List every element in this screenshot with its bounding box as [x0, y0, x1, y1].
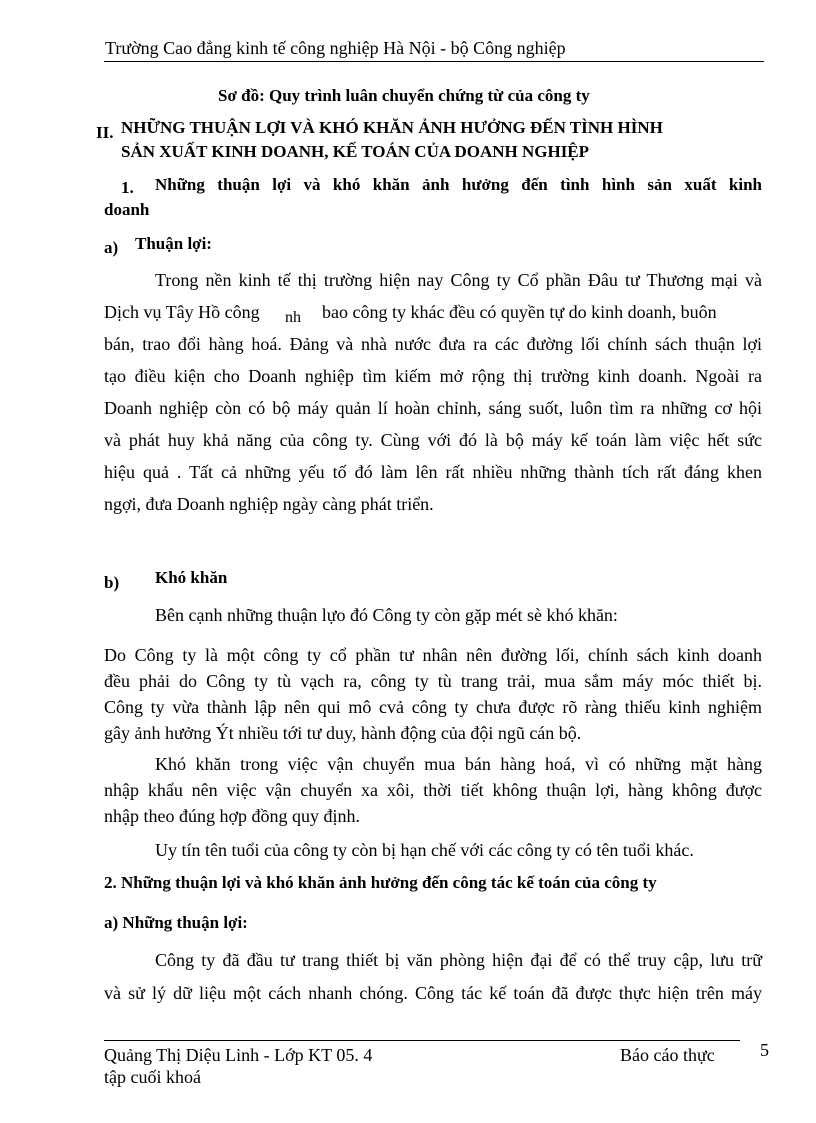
- item-a-title: Thuận lợi:: [135, 234, 212, 253]
- subsection-2-title: 2. Những thuận lợi và khó khăn ảnh hưởng đến công tác kế toán của công ty: [104, 873, 657, 892]
- b-p3: Uy tín tên tuổi của công ty còn bị hạn chế với các công ty có tên tuổi khác.: [155, 840, 694, 860]
- a-line-2-fragment: nh: [285, 309, 301, 326]
- b-p2-line-1: Khó khăn trong việc vận chuyển mua bán hàng hoá, vì có những mặt hàng: [155, 754, 762, 774]
- subsection-2-a-title: a) Những thuận lợi:: [104, 913, 248, 932]
- subsection-1-title-line2: doanh: [104, 200, 150, 219]
- a-line-1: Trong nền kinh tế thị trường hiện nay Công ty Cổ phần Đâu tư Thương mại và: [155, 270, 762, 290]
- a-line-7: hiệu quả . Tất cả những yếu tố đó làm lên rất nhiều những thành tích rất đáng khen: [104, 462, 762, 482]
- section-2-title-line2: SẢN XUẤT KINH DOANH, KẾ TOÁN CỦA DOANH NGHIỆP: [121, 142, 590, 161]
- sub2-line-1: Công ty đã đầu tư trang thiết bị văn phòng hiện đại để có thể truy cập, lưu trữ: [155, 950, 762, 970]
- a-line-6: và phát huy khả năng của công ty. Cùng với đó là bộ máy kế toán làm việc hết sức: [104, 430, 762, 450]
- footer-report: Báo cáo thực: [620, 1045, 715, 1065]
- item-a-label: a): [104, 238, 119, 257]
- b-p2-line-3: nhập theo đúng hợp đồng quy định.: [104, 806, 360, 826]
- subsection-1-title-line1: Những thuận lợi và khó khăn ảnh hưởng đến tình hình sản xuất kinh: [155, 175, 762, 194]
- page-header: Trường Cao đẳng kinh tế công nghiệp Hà Nội - bộ Công nghiệp: [105, 38, 566, 58]
- b-p1-line-1: Do Công ty là một công ty cổ phần tư nhân nên đường lối, chính sách kinh doanh: [104, 645, 762, 665]
- section-2-number: II.: [96, 123, 114, 142]
- item-b-title: Khó khăn: [155, 568, 228, 587]
- footer-divider: [104, 1040, 740, 1041]
- header-divider: [104, 61, 764, 62]
- footer-author: Quảng Thị Diệu Linh - Lớp KT 05. 4: [104, 1045, 373, 1065]
- sub2-line-2: và sử lý dữ liệu một cách nhanh chóng. Công tác kế toán đã được thực hiện trên máy: [104, 983, 762, 1003]
- b-p1-line-4: gây ảnh hưởng Ýt nhiều tới tư duy, hành động của đội ngũ cán bộ.: [104, 723, 582, 743]
- b-p1-line-2: đều phải do Công ty tù vạch ra, công ty tù trang trải, mua sắm máy móc thiết bị.: [104, 671, 762, 691]
- a-line-2-start: Dịch vụ Tây Hồ công: [104, 302, 260, 322]
- a-line-3: bán, trao đổi hàng hoá. Đảng và nhà nước đưa ra các đường lối chính sách thuận lợi: [104, 334, 762, 354]
- b-intro: Bên cạnh những thuận lựo đó Công ty còn gặp mét sè khó khăn:: [155, 605, 618, 625]
- subsection-1-number: 1.: [121, 178, 134, 197]
- a-line-8: ngợi, đưa Doanh nghiệp ngày càng phát triển.: [104, 494, 434, 514]
- page-number: 5: [760, 1040, 769, 1060]
- a-line-4: tạo điều kiện cho Doanh nghiệp tìm kiếm mở rộng thị trường kinh doanh. Ngoài ra: [104, 366, 762, 386]
- section-2-title-line1: NHỮNG THUẬN LỢI VÀ KHÓ KHĂN ẢNH HƯỞNG ĐẾN TÌNH HÌNH: [121, 118, 663, 137]
- diagram-caption: Sơ đồ: Quy trình luân chuyển chứng từ của công ty: [218, 86, 590, 105]
- a-line-5: Doanh nghiệp còn có bộ máy quản lí hoàn chỉnh, sáng suốt, luôn tìm ra những cơ hội: [104, 398, 762, 418]
- a-line-2-end: bao công ty khác đều có quyền tự do kinh doanh, buôn: [322, 302, 717, 322]
- item-b-label: b): [104, 573, 120, 592]
- b-p1-line-3: Công ty vừa thành lập nên qui mô cvả công ty chưa được rõ ràng thiếu kinh nghiệm: [104, 697, 762, 717]
- b-p2-line-2: nhập khẩu nên việc vận chuyển xa xôi, thời tiết không thuận lợi, hàng không được: [104, 780, 762, 800]
- footer-continuation: tập cuối khoá: [104, 1067, 201, 1087]
